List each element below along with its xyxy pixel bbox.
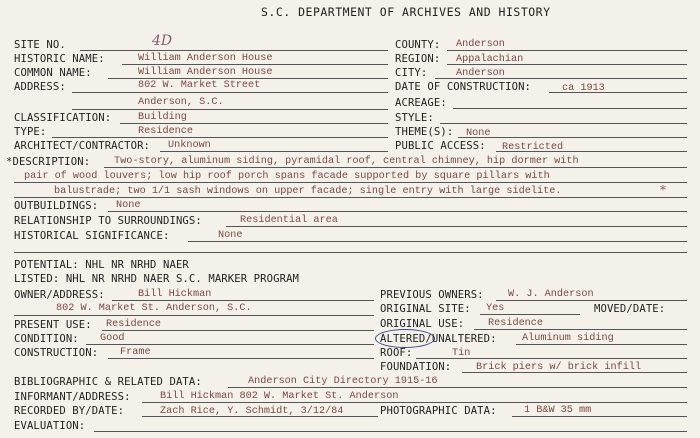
county-label: COUNTY: <box>395 39 441 51</box>
listed-row: LISTED: NHL NR NRHD NAER S.C. MARKER PROGRAM <box>14 273 300 285</box>
themes-value: None <box>466 128 491 139</box>
public-access-label: PUBLIC ACCESS: <box>395 140 486 152</box>
construction-value: Frame <box>120 347 151 358</box>
architect-label: ARCHITECT/CONTRACTOR: <box>14 140 151 152</box>
address-value-line2: Anderson, S.C. <box>138 97 224 108</box>
bibliographic-value: Anderson City Directory 1915-16 <box>248 376 438 387</box>
county-value: Anderson <box>456 39 505 50</box>
original-site-label: ORIGINAL SITE: <box>380 303 471 315</box>
region-label: REGION: <box>395 53 441 65</box>
common-name-label: COMMON NAME: <box>14 67 92 79</box>
foundation-label: FOUNDATION: <box>380 361 452 373</box>
condition-value: Good <box>100 333 125 344</box>
acreage-line <box>453 108 687 109</box>
city-value: Anderson <box>456 68 505 79</box>
construction-label: CONSTRUCTION: <box>14 347 99 359</box>
site-no-line <box>80 50 388 51</box>
previous-owners-label: PREVIOUS OWNERS: <box>380 289 484 301</box>
date-of-construction-label: DATE OF CONSTRUCTION: <box>395 81 532 93</box>
foundation-value: Brick piers w/ brick infill <box>476 362 642 373</box>
outbuildings-label: OUTBUILDINGS: <box>14 200 99 212</box>
style-line <box>440 123 687 124</box>
original-use-value: Residence <box>488 318 544 329</box>
outbuildings-value: None <box>116 200 141 211</box>
informant-value: Bill Hickman 802 W. Market St. Anderson <box>160 391 399 402</box>
type-line <box>52 137 388 138</box>
informant-label: INFORMANT/ADDRESS: <box>14 391 131 403</box>
recorded-by-label: RECORDED BY/DATE: <box>14 405 125 417</box>
form-title: S.C. DEPARTMENT OF ARCHIVES AND HISTORY <box>261 5 551 19</box>
description-value-line1: Two-story, aluminum siding, pyramidal roof, central chimney, hip dormer with <box>114 156 579 167</box>
outbuildings-line <box>108 211 687 212</box>
owner-address-label: OWNER/ADDRESS: <box>14 289 105 301</box>
roof-value: Tin <box>452 348 471 359</box>
site-no-label: SITE NO. <box>14 39 66 51</box>
classification-value: Building <box>138 112 187 123</box>
date-of-construction-value: ca 1913 <box>562 83 605 94</box>
historic-name-label: HISTORIC NAME: <box>14 53 105 65</box>
type-label: TYPE: <box>14 126 47 138</box>
evaluation-line <box>94 431 687 432</box>
moved-date-label: MOVED/DATE: <box>594 303 666 315</box>
classification-label: CLASSIFICATION: <box>14 112 112 124</box>
type-value: Residence <box>138 126 194 137</box>
description-value-line2: pair of wood louvers; low hip roof porch spans facade supported by square pillars with <box>24 171 550 182</box>
region-value: Appalachian <box>456 54 524 65</box>
owner-address-value: 802 W. Market St. Anderson, S.C. <box>56 303 252 314</box>
acreage-label: ACREAGE: <box>395 97 447 109</box>
style-label: STYLE: <box>395 112 434 124</box>
photographic-label: PHOTOGRAPHIC DATA: <box>380 405 497 417</box>
condition-line <box>86 344 374 345</box>
condition-label: CONDITION: <box>14 333 79 345</box>
potential-row: POTENTIAL: NHL NR NRHD NAER <box>14 259 189 271</box>
previous-owners-value: W. J. Anderson <box>508 289 594 300</box>
historical-significance-line <box>188 241 687 242</box>
photographic-value: 1 B&W 35 mm <box>524 405 592 416</box>
address-line-2 <box>72 109 388 110</box>
roof-label: ROOF: <box>380 347 413 359</box>
original-site-value: Yes <box>486 303 505 314</box>
bibliographic-label: BIBLIOGRAPHIC & RELATED DATA: <box>14 376 202 388</box>
relationship-value: Residential area <box>240 215 338 226</box>
recorded-by-value: Zach Rice, Y. Schmidt, 3/12/84 <box>160 406 344 417</box>
section-blank-line <box>14 252 687 253</box>
original-use-label: ORIGINAL USE: <box>380 318 465 330</box>
owner-name-value: Bill Hickman <box>138 289 212 300</box>
historical-significance-label: HISTORICAL SIGNIFICANCE: <box>14 230 170 242</box>
historical-significance-value: None <box>218 230 243 241</box>
relationship-label: RELATIONSHIP TO SURROUNDINGS: <box>14 215 202 227</box>
address-value-line1: 802 W. Market Street <box>138 80 261 91</box>
present-use-label: PRESENT USE: <box>14 319 92 331</box>
historic-name-value: William Anderson House <box>138 53 273 64</box>
site-no-value: 4D <box>152 33 173 49</box>
themes-line <box>458 137 687 138</box>
altered-label: ALTERED/UNALTERED: <box>380 333 497 345</box>
description-value-line3: balustrade; two 1/1 sash windows on upper facade; single entry with large sidelite. <box>54 186 562 197</box>
architect-value: Unknown <box>168 140 211 151</box>
public-access-value: Restricted <box>502 142 564 153</box>
owner-address-line-2 <box>14 315 374 316</box>
altered-value: Aluminum siding <box>522 333 614 344</box>
common-name-value: William Anderson House <box>138 67 273 78</box>
city-label: CITY: <box>395 67 428 79</box>
themes-label: THEME(S): <box>395 126 454 138</box>
evaluation-label: EVALUATION: <box>14 420 86 432</box>
address-line-1 <box>72 92 388 93</box>
description-asterisk-mark: * <box>660 183 666 197</box>
description-label: *DESCRIPTION: <box>6 156 91 168</box>
present-use-value: Residence <box>106 319 162 330</box>
address-label: ADDRESS: <box>14 81 66 93</box>
